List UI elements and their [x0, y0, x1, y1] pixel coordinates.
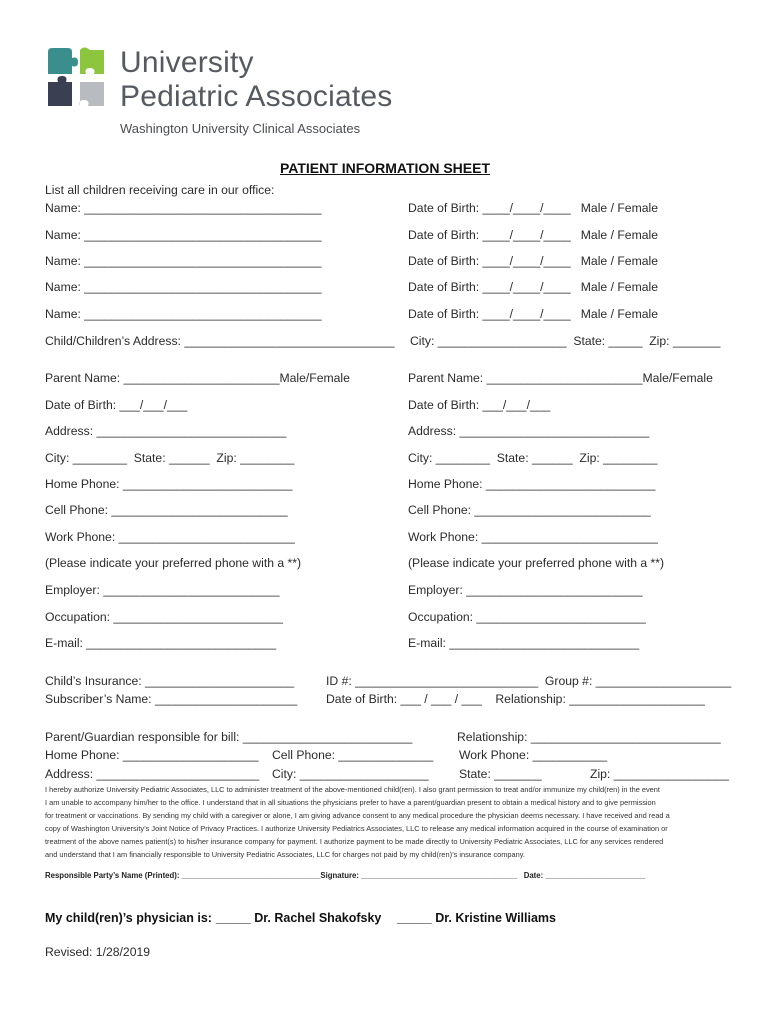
parent2-home-phone-field[interactable]: Home Phone: _________________________: [408, 477, 656, 491]
physician-label: My child(ren)’s physician is:: [45, 911, 212, 925]
child-name-field[interactable]: Name: ___________________________________: [45, 280, 322, 294]
child-dob-field[interactable]: Date of Birth: ____/____/____ Male / Female: [408, 201, 658, 215]
logo: [44, 46, 394, 138]
billing-state-field[interactable]: State: _______: [459, 767, 542, 781]
parent2-work-phone-field[interactable]: Work Phone: __________________________: [408, 530, 658, 544]
parent1-work-phone-field[interactable]: Work Phone: __________________________: [45, 530, 295, 544]
parent2-employer-field[interactable]: Employer: __________________________: [408, 583, 643, 597]
children-intro: List all children receiving care in our office:: [45, 183, 275, 197]
logo-pediatric-associates: Pediatric Associates: [120, 80, 393, 113]
billing-cell-phone-field[interactable]: Cell Phone: ______________: [272, 748, 434, 762]
parent1-occupation-field[interactable]: Occupation: _________________________: [45, 610, 283, 624]
child-dob-field[interactable]: Date of Birth: ____/____/____ Male / Female: [408, 307, 658, 321]
logo-mark-icon: [44, 46, 108, 112]
physician-option-williams[interactable]: _____ Dr. Kristine Williams: [397, 911, 556, 925]
revised-date: Revised: 1/28/2019: [45, 945, 151, 959]
parent1-name-field[interactable]: Parent Name: _______________________Male/Female: [45, 371, 350, 385]
responsible-party-field[interactable]: Parent/Guardian responsible for bill: _________________________: [45, 730, 413, 744]
logo-washington: Washington University Clinical Associates: [120, 121, 361, 136]
child-dob-field[interactable]: Date of Birth: ____/____/____ Male / Female: [408, 228, 658, 242]
parent2-address-field[interactable]: Address: ____________________________: [408, 424, 650, 438]
parent2-preferred-note: (Please indicate your preferred phone with a **): [408, 556, 665, 570]
parent1-employer-field[interactable]: Employer: __________________________: [45, 583, 280, 597]
parent2-name-field[interactable]: Parent Name: _______________________Male/Female: [408, 371, 713, 385]
authorization-line: treatment of the above names patient(s) to his/her insurance company for payment. I authorize payment to be made directly to University Pediatric Associates, LLC for any services rendered: [45, 837, 664, 846]
parent2-email-field[interactable]: E-mail: ____________________________: [408, 636, 640, 650]
authorization-line: I hereby authorize University Pediatric Associates, LLC to administer treatment of the above-mentioned child(ren). I also grant permission to treat and/or immunize my child(ren) in the event: [45, 785, 660, 794]
parent2-occupation-field[interactable]: Occupation: _________________________: [408, 610, 646, 624]
child-name-field[interactable]: Name: ___________________________________: [45, 201, 322, 215]
billing-city-field[interactable]: City: ___________________: [272, 767, 429, 781]
authorization-line: copy of Washington University’s Joint Notice of Privacy Practices. I authorize University Pediatrics Associates, LLC to release any medical information acquired in the course of examination or: [45, 824, 668, 833]
child-address-field[interactable]: Child/Children’s Address: _______________________________: [45, 334, 395, 348]
child-city-field[interactable]: City: ___________________ State: _____ Zip: _______: [410, 334, 721, 348]
subscriber-dob-relationship-field[interactable]: Date of Birth: ___ / ___ / ___ Relationship: ____________________: [326, 692, 705, 706]
authorization-paragraph: [45, 783, 670, 861]
subscriber-name-field[interactable]: Subscriber’s Name: _____________________: [45, 692, 298, 706]
signature-line[interactable]: Responsible Party’s Name (Printed): ________________________________Signature: ____________________________________ Date: _______________________: [45, 871, 646, 880]
authorization-line: and understand that I am financially responsible to University Pediatric Associates, LLC for charges not paid by my child(ren)’s insurance company.: [45, 850, 525, 859]
authorization-line: for treatment or vaccinations. By sending my child with a caregiver or alone, I am giving advance consent to any medical procedure the physician deems necessary. I have received and read a: [45, 811, 670, 820]
billing-home-phone-field[interactable]: Home Phone: ____________________: [45, 748, 259, 762]
child-name-field[interactable]: Name: ___________________________________: [45, 307, 322, 321]
physician-option-shakofsky[interactable]: _____ Dr. Rachel Shakofsky: [216, 911, 382, 925]
authorization-line: I am unable to accompany him/her to the office. I understand that in all situations the physicians prefer to have a parent/guardian present to obtain a medical history and to give permission: [45, 798, 656, 807]
child-dob-field[interactable]: Date of Birth: ____/____/____ Male / Female: [408, 254, 658, 268]
billing-address-field[interactable]: Address: ________________________: [45, 767, 260, 781]
child-name-field[interactable]: Name: ___________________________________: [45, 254, 322, 268]
parent1-city-field[interactable]: City: ________ State: ______ Zip: ________: [45, 451, 295, 465]
parent1-dob-field[interactable]: Date of Birth: ___/___/___: [45, 398, 188, 412]
insurance-id-group-field[interactable]: ID #: ___________________________ Group #: ____________________: [326, 674, 732, 688]
parent1-address-field[interactable]: Address: ____________________________: [45, 424, 287, 438]
parent2-cell-phone-field[interactable]: Cell Phone: __________________________: [408, 503, 651, 517]
parent2-dob-field[interactable]: Date of Birth: ___/___/___: [408, 398, 551, 412]
insurance-field[interactable]: Child’s Insurance: ______________________: [45, 674, 295, 688]
parent1-email-field[interactable]: E-mail: ____________________________: [45, 636, 277, 650]
logo-university: University: [120, 46, 254, 79]
billing-work-phone-field[interactable]: Work Phone: ___________: [459, 748, 608, 762]
parent1-cell-phone-field[interactable]: Cell Phone: __________________________: [45, 503, 288, 517]
child-name-field[interactable]: Name: ___________________________________: [45, 228, 322, 242]
parent1-preferred-note: (Please indicate your preferred phone with a **): [45, 556, 302, 570]
parent2-city-field[interactable]: City: ________ State: ______ Zip: ________: [408, 451, 658, 465]
page-title: PATIENT INFORMATION SHEET: [280, 160, 490, 176]
parent1-home-phone-field[interactable]: Home Phone: _________________________: [45, 477, 293, 491]
child-dob-field[interactable]: Date of Birth: ____/____/____ Male / Female: [408, 280, 658, 294]
billing-zip-field[interactable]: Zip: _________________: [590, 767, 729, 781]
billing-relationship-field[interactable]: Relationship: ____________________________: [457, 730, 721, 744]
